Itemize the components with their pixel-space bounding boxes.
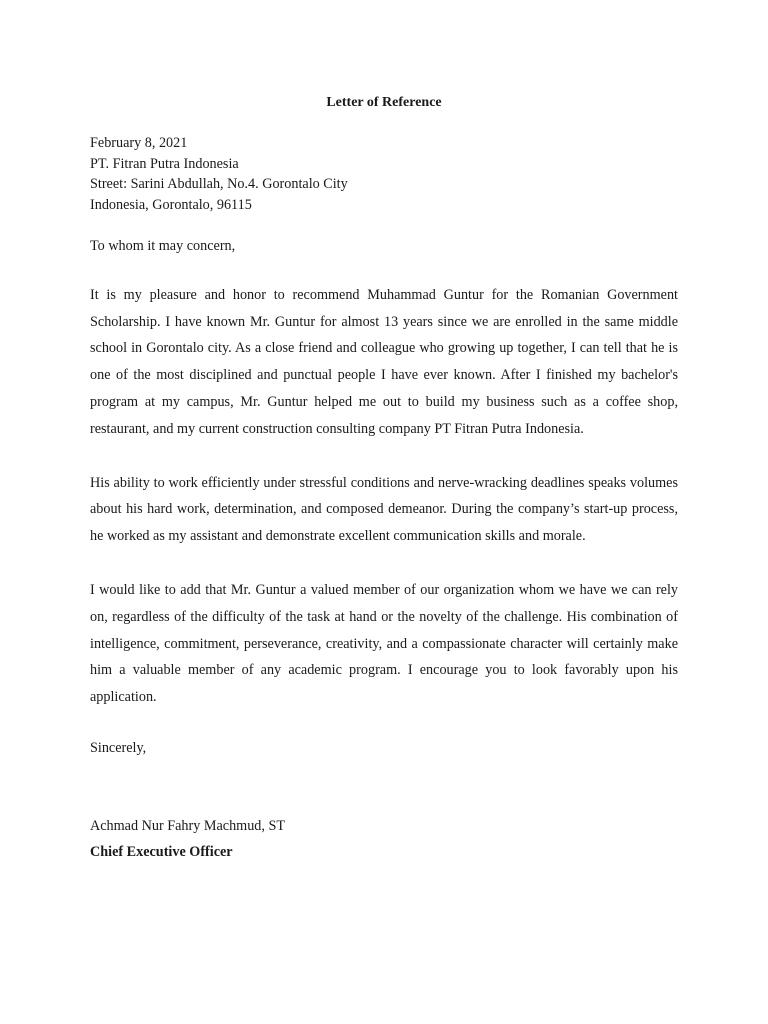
- company-name: PT. Fitran Putra Indonesia: [90, 155, 239, 172]
- letter-title: Letter of Reference: [326, 95, 442, 110]
- sender-address-block: [90, 133, 678, 216]
- body-paragraph-3: I would like to add that Mr. Guntur a valued member of our organization whom we have we can rely on, regardless of the difficulty of the task at hand or the novelty of the challenge. His combination of intelligence, commitment, perseverance, creativity, and a compassionate character will certainly make him a valuable member of any academic program. I encourage you to look favorably upon his application.: [90, 581, 678, 706]
- closing: Sincerely,: [90, 739, 147, 756]
- salutation: To whom it may concern,: [90, 237, 236, 254]
- letter-date: February 8, 2021: [90, 135, 188, 151]
- region-address: Indonesia, Gorontalo, 96115: [90, 197, 252, 214]
- reference-letter: [90, 94, 678, 862]
- street-address: Street: Sarini Abdullah, No.4. Gorontalo City: [90, 176, 348, 193]
- body-paragraph-2: His ability to work efficiently under stressful conditions and nerve-wracking deadlines speaks volumes about his hard work, determination, and composed demeanor. During the company’s start-up process, he worked as my assistant and demonstrate excellent communication skills and morale.: [90, 474, 678, 545]
- signer-name: Achmad Nur Fahry Machmud, ST: [90, 817, 286, 834]
- body-paragraph-1: It is my pleasure and honor to recommend Muhammad Guntur for the Romanian Government Scholarship. I have known Mr. Guntur for almost 13 years since we are enrolled in the same middle school in Gorontalo city. As a close friend and colleague who growing up together, I can tell that he is one of the most disciplined and punctual people I have ever known. After I finished my bachelor's program at my campus, Mr. Guntur helped me out to build my business such as a coffee shop, restaurant, and my current construction consulting company PT Fitran Putra Indonesia.: [90, 286, 678, 437]
- signer-title: Chief Executive Officer: [90, 843, 233, 860]
